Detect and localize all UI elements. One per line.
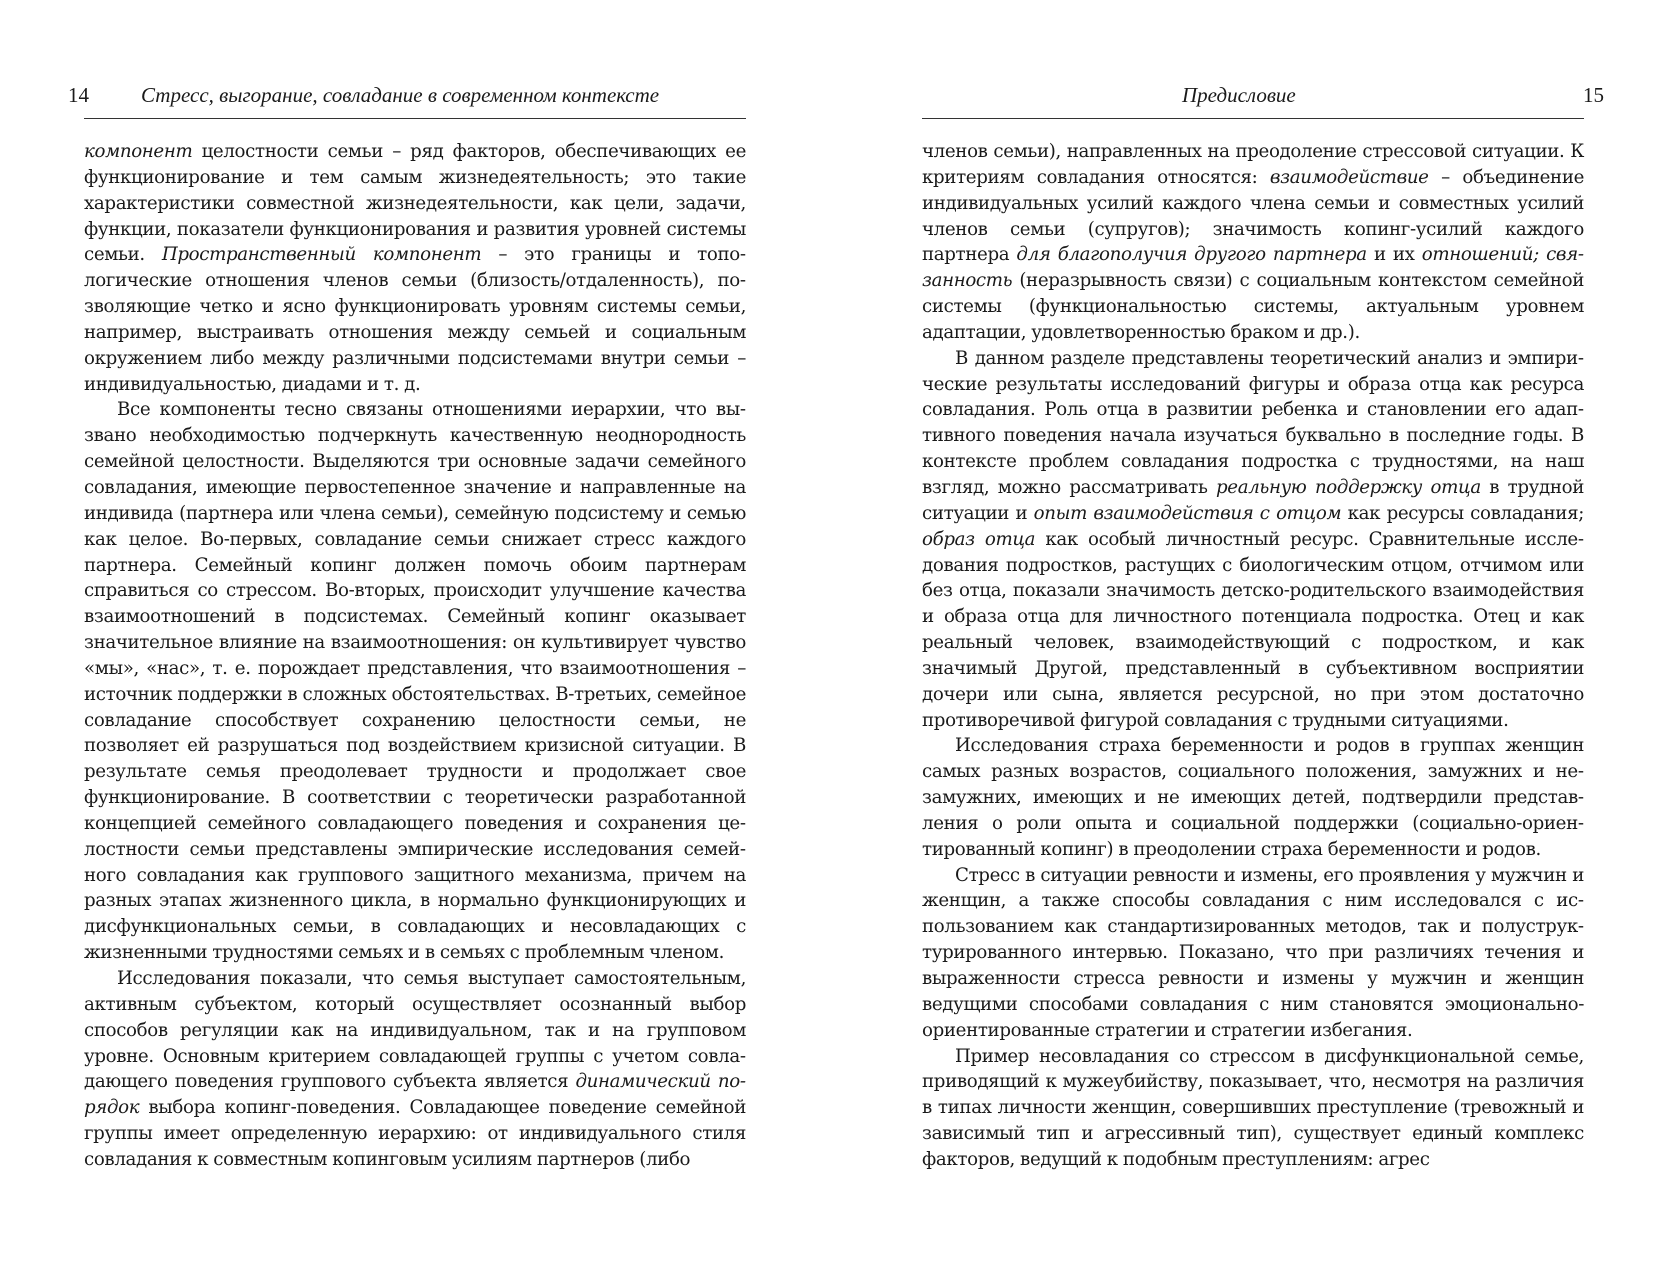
paragraph [84, 139, 746, 397]
text-run: – объединение индивидуальных усилий каждого члена семьи и совместных усилий членов семьи (супругов); значимость копинг-усилий каждого партнера [922, 166, 1585, 266]
text-run: Стресс в ситуации ревности и измены, его проявления у мужчин и женщин, а также способы совладания с ним исследовался с использованием как стандартизированных методов, так и полуструктурированного интервью. Показано, что при различиях течения и выраженности стресса ревности и измены у мужчин и женщин ведущими способами совладания с ним становятся эмоционально-ориентированные стратегии и стратегии избегания. [922, 864, 1584, 1041]
text-run: выбора копинг-поведения. Совладающее поведение семейной группы имеет определенную иерархию: от индивидуального стиля совладания к совместным копинговым усилиям партнеров (либо [84, 1097, 746, 1170]
italic-text-run: образ отца [922, 528, 1036, 550]
paragraph [922, 139, 1584, 346]
page-number: 14 [68, 83, 89, 107]
text-run: как особый личностный ресурс. Сравнительные исследования подростков, растущих с биологическим отцом, отчимом или без отца, показали значимость детско-родительского взаимодействия и образа отца для личностного потенциала подростка. Отец и как реальный человек, взаимодействующий с подростком, и как значимый Другой, представленный в субъективном восприятии дочери или сына, является ресурсной, но при этом достаточно противоречивой фигурой совладания с трудными ситуациями. [922, 528, 1584, 731]
text-run: членов семьи), направленных на преодоление стрессовой ситуации. К критериям совладания относятся: [922, 141, 1584, 188]
text-run: целостности семьи – ряд факторов, обеспечивающих ее функционирование и тем самым жизнедеятельность; это такие характеристики совместной жизнедеятельности, как цели, задачи, функции, показатели функционирования и развития уровней системы семьи. [84, 141, 746, 266]
italic-text-run: реальную поддержку отца [1216, 476, 1481, 498]
text-run: (неразрывность связи) с социальным контекстом семейной системы (функциональностью системы, актуальным уровнем адаптации, удовлетворенностью браком и др.). [922, 270, 1584, 343]
text-run: как ресурсы совладания; [1341, 502, 1584, 524]
italic-text-run: взаимодействие [1269, 166, 1429, 188]
paragraph [922, 346, 1584, 734]
text-run: – это границы и топологические отношения членов семьи (близость/отдаленность), позволяющие четко и ясно функционировать уровням системы семьи, например, выстраивать отношения между семьей и социальным окружением либо между различными подсистемами внутри семьи – индивидуальностью, диадами и т. д. [84, 244, 747, 395]
paragraph [84, 966, 746, 1173]
body-text [922, 139, 1584, 1173]
italic-text-run: отношений; связанность [922, 244, 1585, 292]
italic-text-run: динамический порядок [84, 1071, 746, 1119]
page-number: 15 [1583, 83, 1604, 107]
text-run: Исследования страха беременности и родов в группах женщин самых разных возрастов, социального положения, замужних и незамужних, имеющих и не имеющих детей, подтвердили представления о роли опыта и социальной поддержки (социально-ориентированный копинг) в преодолении страха беременности и родов. [922, 735, 1584, 860]
text-run: Все компоненты тесно связаны отношениями иерархии, что вызвано необходимостью подчеркнуть качественную неоднородность семейной целостности. Выделяются три основные задачи семейного совладания, имеющие первостепенное значение и направленные на индивида (партнера или члена семьи), семейную подсистему и семью как целое. Во-первых, совладание семьи снижает стресс каждого партнера. Семейный копинг должен помочь обоим партнерам справиться со стрессом. Во-вторых, происходит улучшение качества взаимоотношений в подсистемах. Семейный копинг оказывает значительное влияние на взаимоотношения: он культивирует чувство «мы», «нас», т. е. порождает представления, что взаимоотношения – источник поддержки в сложных обстоятельствах. В-третьих, семейное совладание способствует сохранению целостности семьи, не позволяет ей разрушаться под воздействием кризисной ситуации. В результате семья преодолевает трудности и продолжает свое функционирование. В соответствии с теоретически разработанной концепцией семейного совладающего поведения и сохранения целостности семьи представлены эмпирические исследования семейного совладания как группового защитного механизма, причем на разных этапах жизненного цикла, в нормально функционирующих и дисфункциональных семьи, в совладающих и несовладающих с жизненными трудностями семьях и в семьях с проблемным членом. [84, 399, 746, 964]
italic-text-run: опыт взаимодействия с отцом [1033, 502, 1342, 524]
left-page [68, 78, 747, 1173]
body-text [84, 139, 746, 1173]
text-run: Пример несовладания со стрессом в дисфункциональной семье, приводящий к мужеубийству, показывает, что, несмотря на различия в типах личности женщин, совершивших преступление (тревожный и зависимый тип и агрессивный тип), существует единый комплекс факторов, ведущий к подобным преступлениям: агрес [922, 1045, 1584, 1170]
text-run: В данном разделе представлены теоретический анализ и эмпирические результаты исследований фигуры и образа отца как ресурса совладания. Роль отца в развитии ребенка и становлении его адаптивного поведения начала изучаться буквально в последние годы. В контексте проблем совладания подростка с трудностями, на наш взгляд, можно рассматривать [922, 347, 1584, 498]
text-run: Исследования показали, что семья выступает самостоятельным, активным субъектом, который осуществляет осознанный выбор способов регуляции как на индивидуальном, так и на групповом уровне. Основным критерием совладающей группы с учетом совладающего поведения группового субъекта является [84, 968, 746, 1093]
running-title: Предисловие [1182, 83, 1296, 107]
text-run: и их [1366, 244, 1422, 266]
right-page [922, 78, 1604, 1173]
italic-text-run: Пространственный компонент [161, 244, 482, 266]
running-header [922, 78, 1604, 119]
paragraph [84, 397, 746, 966]
running-title: Стресс, выгорание, совладание в современном контексте [141, 83, 660, 107]
italic-text-run: для благополучия другого партнера [1016, 244, 1367, 266]
paragraph [922, 863, 1584, 1044]
paragraph [922, 1044, 1584, 1173]
running-header [68, 78, 746, 119]
italic-text-run: компонент [84, 141, 193, 162]
text-run: в трудной ситуации и [922, 476, 1584, 524]
paragraph [922, 733, 1584, 862]
